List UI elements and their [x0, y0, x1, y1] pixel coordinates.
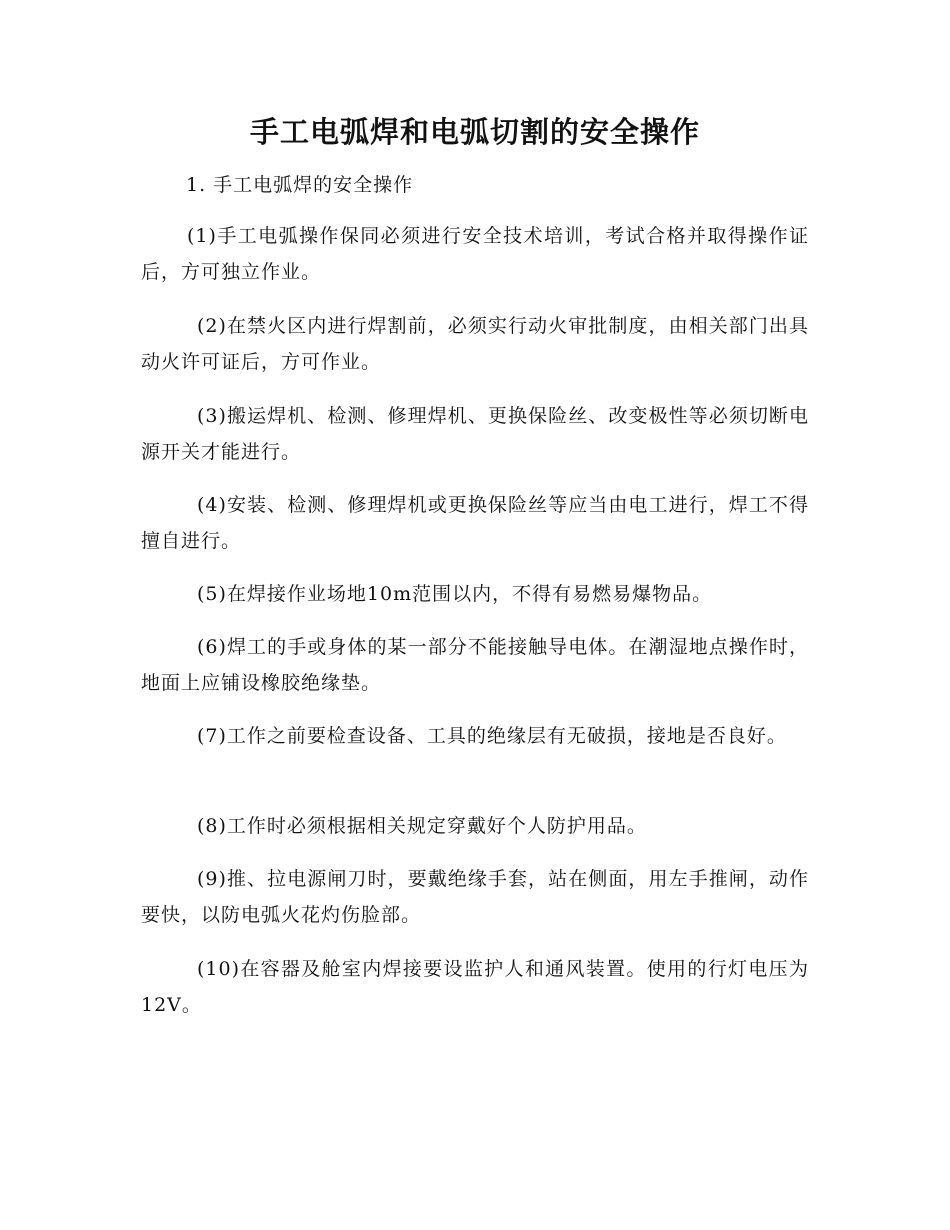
paragraph-10: (10)在容器及舱室内焊接要设监护人和通风装置。使用的行灯电压为12V。 — [141, 958, 809, 1016]
paragraph-6: (6)焊工的手或身体的某一部分不能接触导电体。在潮湿地点操作时，地面上应铺设橡胶绝缘垫。 — [141, 636, 809, 694]
section-heading: 1. 手工电弧焊的安全操作 — [186, 174, 414, 196]
paragraph-3: (3)搬运焊机、检测、修理焊机、更换保险丝、改变极性等必须切断电源开关才能进行。 — [141, 405, 809, 463]
paragraph-9: (9)推、拉电源闸刀时，要戴绝缘手套，站在侧面，用左手推闸，动作要快，以防电弧火花灼伤脸部。 — [141, 868, 809, 926]
paragraph-2: (2)在禁火区内进行焊割前，必须实行动火审批制度，由相关部门出具动火许可证后，方可作业。 — [141, 315, 809, 373]
paragraph-4: (4)安装、检测、修理焊机或更换保险丝等应当由电工进行，焊工不得擅自进行。 — [141, 494, 809, 552]
document-title: 手工电弧焊和电弧切割的安全操作 — [249, 115, 700, 149]
paragraph-5: (5)在焊接作业场地10m范围以内，不得有易燃易爆物品。 — [197, 583, 713, 605]
paragraph-8: (8)工作时必须根据相关规定穿戴好个人防护用品。 — [197, 815, 647, 837]
paragraph-7: (7)工作之前要检查设备、工具的绝缘层有无破损，接地是否良好。 — [197, 725, 787, 747]
paragraph-1: (1)手工电弧操作保同必须进行安全技术培训，考试合格并取得操作证后，方可独立作业。 — [141, 225, 809, 283]
